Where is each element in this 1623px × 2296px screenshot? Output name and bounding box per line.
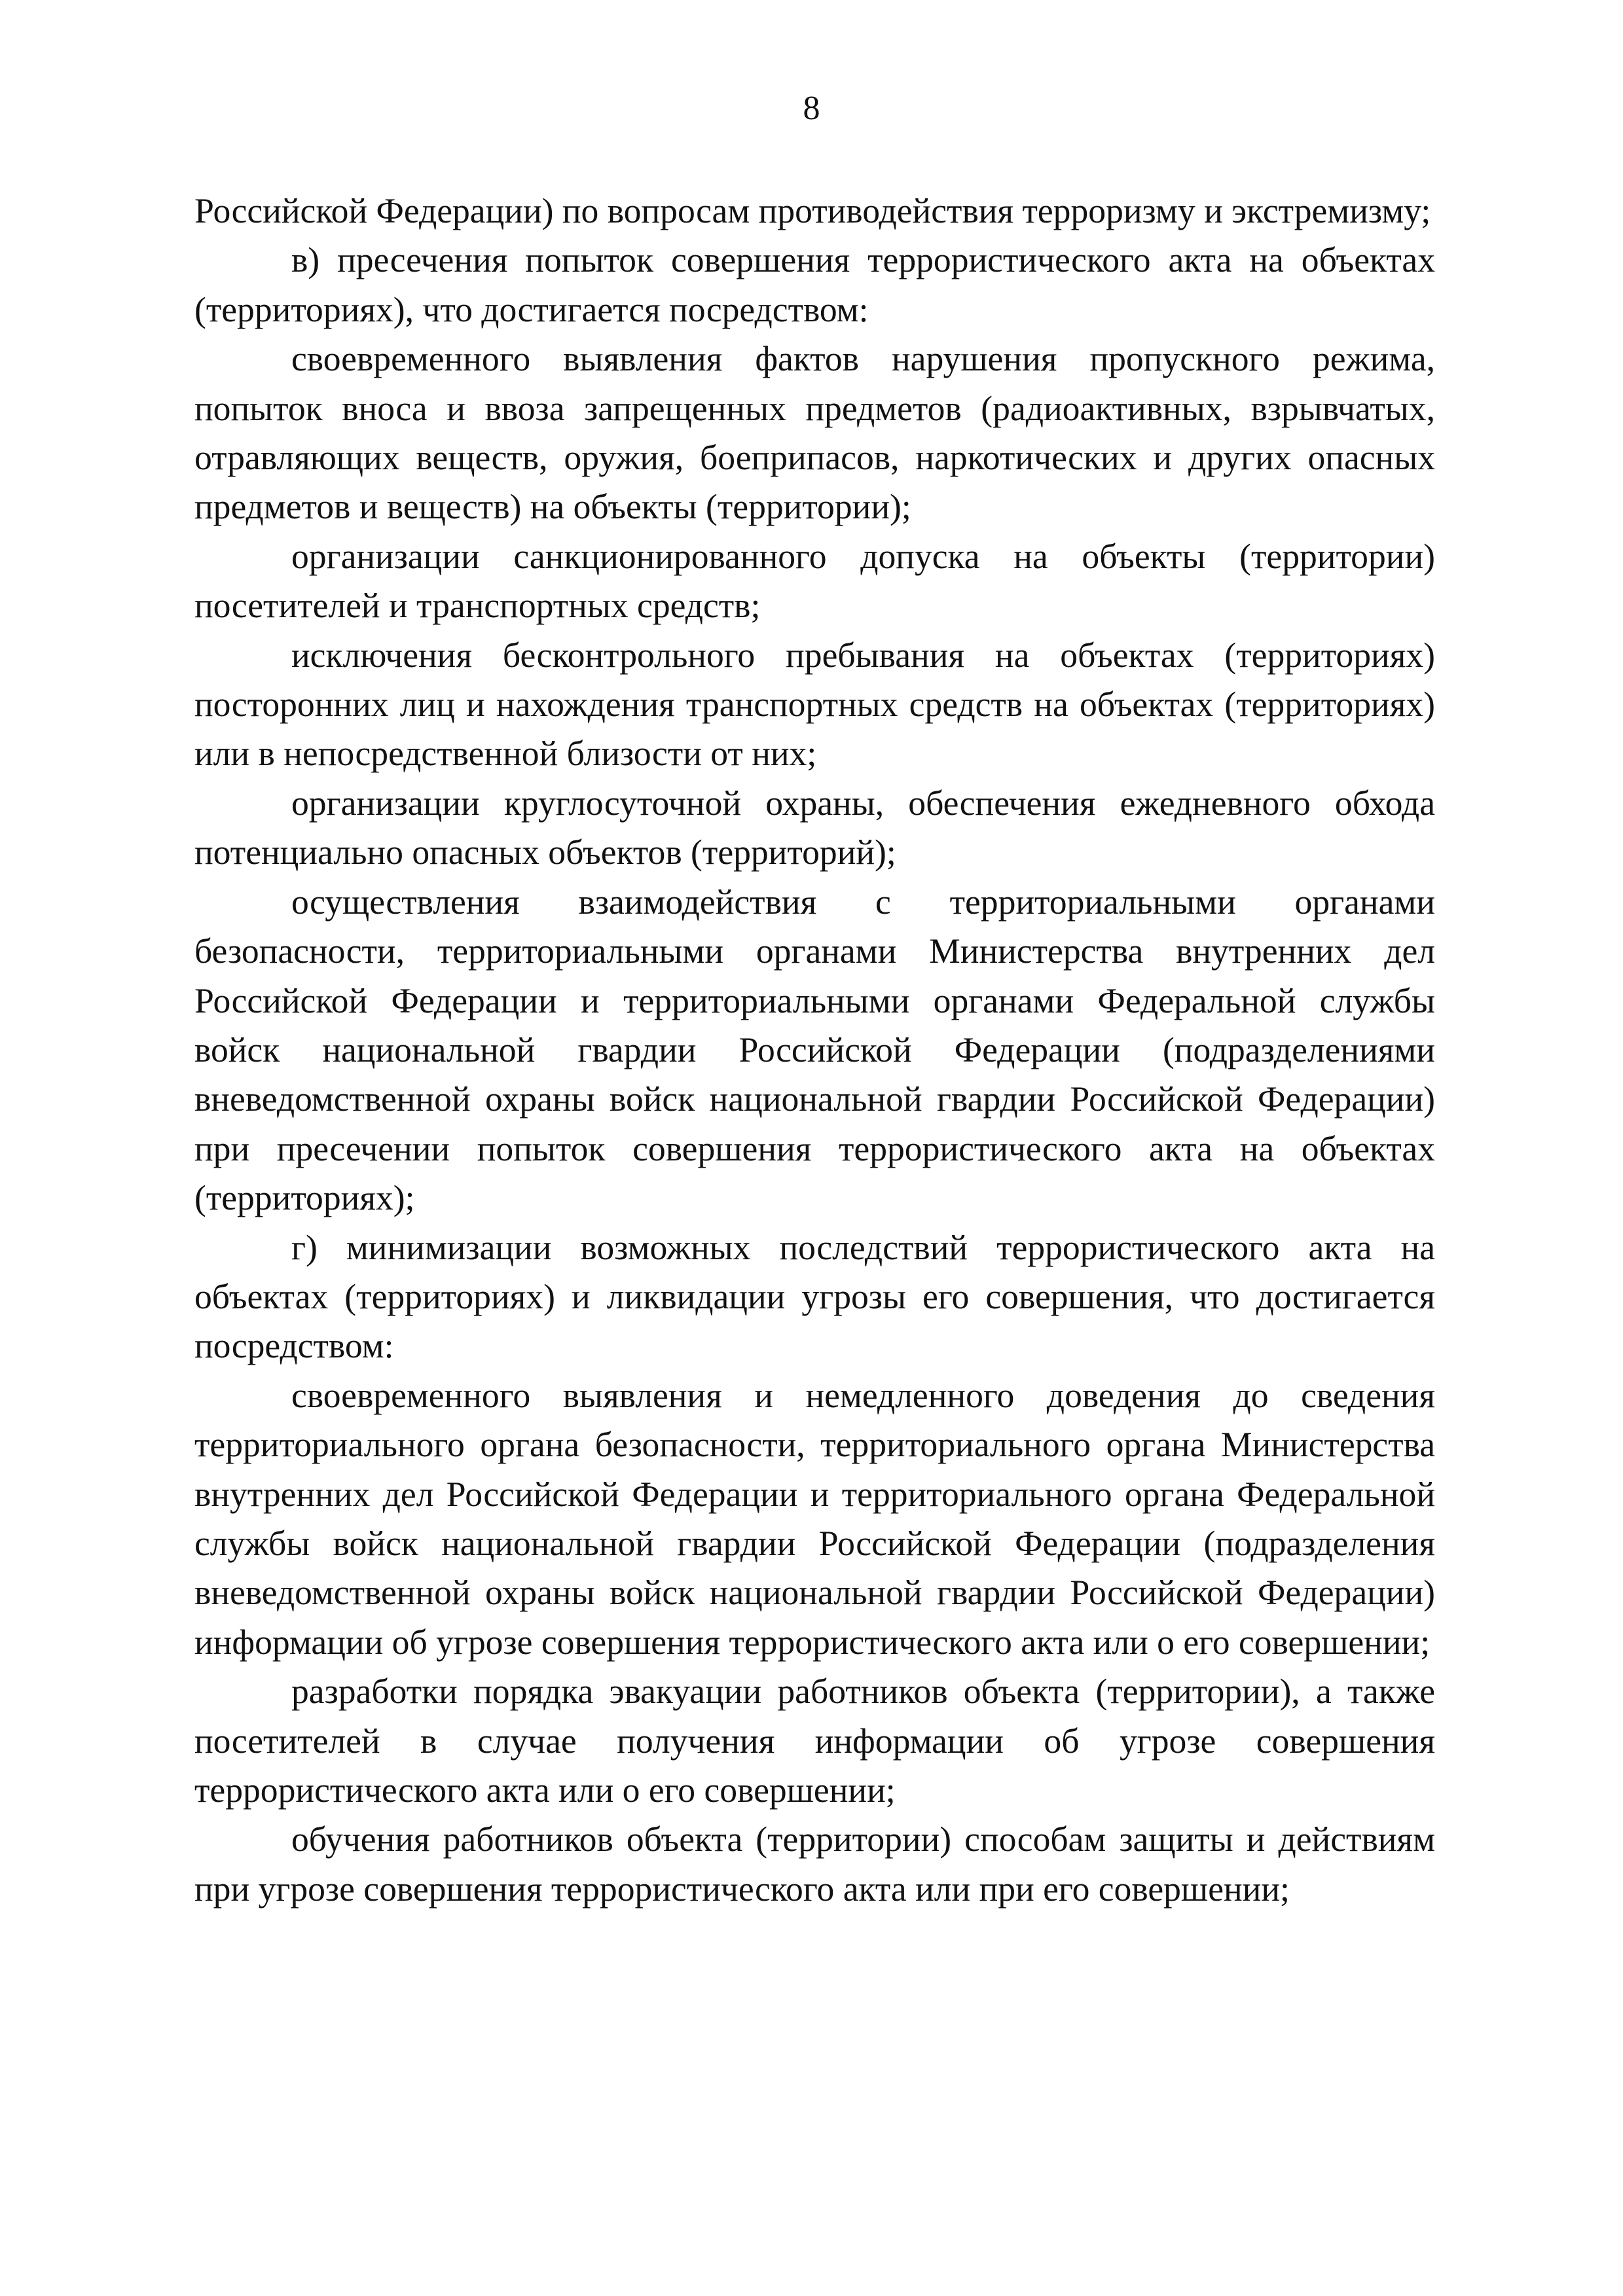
document-body: [194, 187, 1435, 1914]
paragraph-4: организации санкционированного допуска на объекты (территории) посетителей и транспортных средств;: [194, 536, 1435, 626]
paragraph-2: в) пресечения попыток совершения террористического акта на объектах (территориях), что достигается посредством:: [194, 240, 1435, 329]
paragraph-3: своевременного выявления фактов нарушения пропускного режима, попыток вноса и ввоза запрещенных предметов (радиоактивных, взрывчатых, отравляющих веществ, оружия, боеприпасов, наркотических и других опасных предметов и веществ) на объекты (территории);: [194, 339, 1435, 527]
paragraph-7: осуществления взаимодействия с территориальными органами безопасности, территориальными органами Министерства внутренних дел Российской Федерации и территориальными органами Федеральной службы войск национальной гвардии Российской Федерации (подразделениями вневедомственной охраны войск национальной гвардии Российской Федерации) при пресечении попыток совершения террористического акта на объектах (территориях);: [194, 882, 1435, 1218]
paragraph-6: организации круглосуточной охраны, обеспечения ежедневного обхода потенциально опасных объектов (территорий);: [194, 783, 1435, 872]
paragraph-11: обучения работников объекта (территории) способам защиты и действиям при угрозе совершения террористического акта или при его совершении;: [194, 1820, 1435, 1909]
paragraph-10: разработки порядка эвакуации работников объекта (территории), а также посетителей в случае получения информации об угрозе совершения террористического акта или о его совершении;: [194, 1672, 1435, 1810]
paragraph-5: исключения бесконтрольного пребывания на объектах (территориях) посторонних лиц и нахождения транспортных средств на объектах (территориях) или в непосредственной близости от них;: [194, 635, 1435, 774]
paragraph-1: Российской Федерации) по вопросам противодействия терроризму и экстремизму;: [194, 191, 1431, 230]
paragraph-8: г) минимизации возможных последствий террористического акта на объектах (территориях) и ликвидации угрозы его совершения, что достигается посредством:: [194, 1227, 1435, 1366]
paragraph-9: своевременного выявления и немедленного доведения до сведения территориального органа безопасности, территориального органа Министерства внутренних дел Российской Федерации и территориального органа Федеральной службы войск национальной гвардии Российской Федерации (подразделения вневедомственной охраны войск национальной гвардии Российской Федерации) информации об угрозе совершения террористического акта или о его совершении;: [194, 1375, 1435, 1662]
page-number: 8: [803, 90, 820, 127]
